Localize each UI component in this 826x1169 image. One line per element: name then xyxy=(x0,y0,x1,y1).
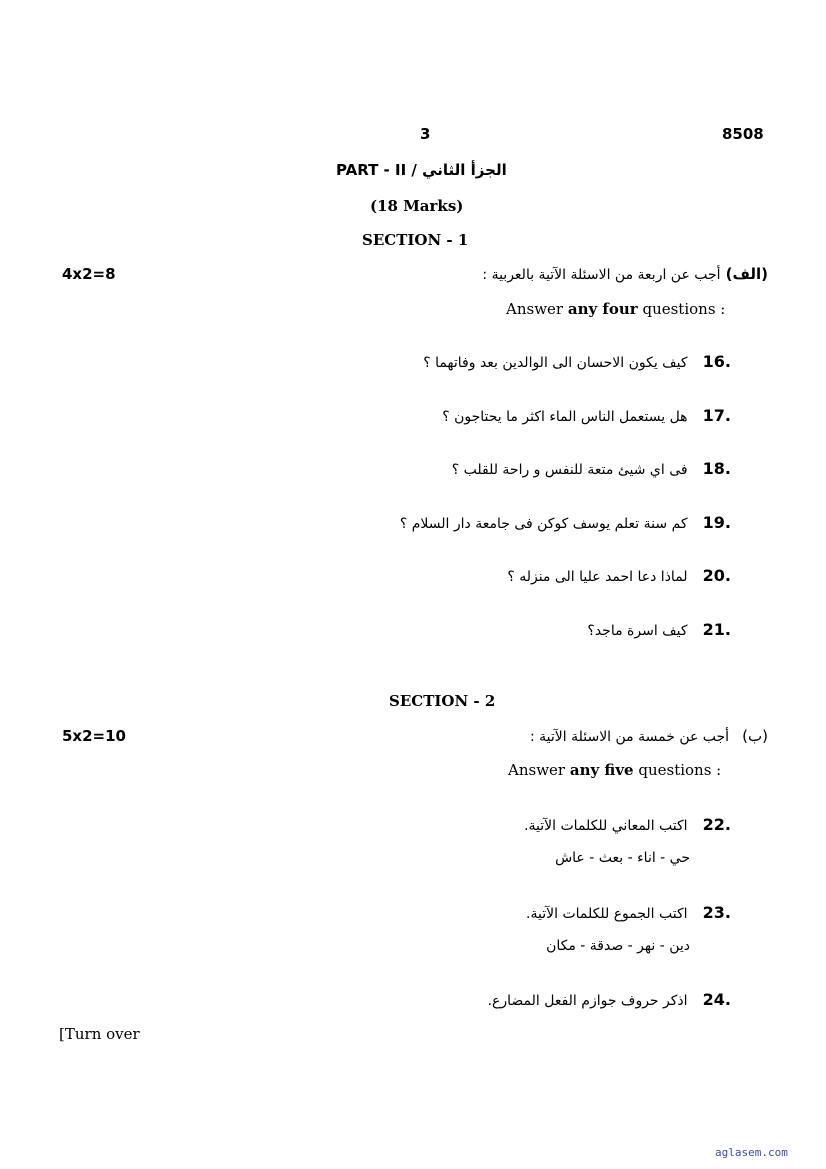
instruction-post: questions : xyxy=(637,300,726,318)
section-1-instruction-en xyxy=(506,300,725,318)
question-text: كم سنة تعلم يوسف كوكن فى جامعة دار السلام ؟ xyxy=(399,516,688,532)
question-number: 20. xyxy=(702,566,731,585)
instruction-post: questions : xyxy=(633,761,722,779)
question-text: اكتب الجموع للكلمات الآتية. xyxy=(526,906,688,922)
watermark: aglasem.com xyxy=(715,1146,788,1159)
question-22-words: حي - اناء - بعث - عاش xyxy=(555,850,690,866)
question-22 xyxy=(524,815,731,834)
question-21 xyxy=(587,620,731,639)
question-23-words: دين - نهر - صدقة - مكان xyxy=(546,938,690,954)
question-text: اذكر حروف جوازم الفعل المضارع. xyxy=(487,993,688,1009)
question-text: فى اي شيئ متعة للنفس و راحة للقلب ؟ xyxy=(451,462,688,478)
part-title-ar: الجزأ الثاني xyxy=(422,161,507,179)
page-number: 3 xyxy=(420,125,431,143)
paper-code: 8508 xyxy=(722,125,764,143)
part-marks: (18 Marks) xyxy=(370,197,464,215)
question-number: 23. xyxy=(702,903,731,922)
instruction-pre: Answer xyxy=(506,300,568,318)
section-2-label: (ب) xyxy=(742,727,768,745)
section-2-marks: 5x2=10 xyxy=(62,727,126,745)
question-number: 16. xyxy=(702,352,731,371)
question-number: 17. xyxy=(702,406,731,425)
question-17 xyxy=(442,406,731,425)
question-23 xyxy=(526,903,731,922)
section-2-instruction-en xyxy=(508,761,721,779)
question-24 xyxy=(488,990,731,1009)
question-number: 18. xyxy=(702,459,731,478)
section-2-title: SECTION - 2 xyxy=(389,692,496,710)
question-number: 19. xyxy=(702,513,731,532)
section-2-instruction-ar xyxy=(368,726,768,745)
turn-over-note: [Turn over xyxy=(59,1025,140,1043)
question-text: كيف اسرة ماجد؟ xyxy=(587,623,688,639)
question-19 xyxy=(400,513,731,532)
section-1-title: SECTION - 1 xyxy=(362,231,469,249)
question-number: 24. xyxy=(702,990,731,1009)
instruction-pre: Answer xyxy=(508,761,570,779)
part-title xyxy=(336,161,507,179)
question-number: 21. xyxy=(702,620,731,639)
section-2-instruction-text: أجب عن خمسة من الاسئلة الآتية : xyxy=(529,729,730,745)
section-1-instruction-text: أجب عن اربعة من الاسئلة الآتية بالعربية : xyxy=(482,267,721,283)
question-text: كيف يكون الاحسان الى الوالدين بعد وفاتهما ؟ xyxy=(423,355,688,371)
part-title-en: PART - II / xyxy=(336,161,417,179)
question-text: اكتب المعاني للكلمات الآتية. xyxy=(524,818,688,834)
question-text: لماذا دعا احمد عليا الى منزله ؟ xyxy=(507,569,688,585)
question-number: 22. xyxy=(702,815,731,834)
question-16 xyxy=(423,352,731,371)
section-1-instruction-ar xyxy=(368,264,768,283)
question-20 xyxy=(507,566,731,585)
section-1-label: (الف) xyxy=(725,265,768,283)
section-1-marks: 4x2=8 xyxy=(62,265,116,283)
instruction-bold: any five xyxy=(569,761,634,779)
question-text: هل يستعمل الناس الماء اكثر ما يحتاجون ؟ xyxy=(442,409,688,425)
instruction-bold: any four xyxy=(567,300,638,318)
question-18 xyxy=(452,459,731,478)
